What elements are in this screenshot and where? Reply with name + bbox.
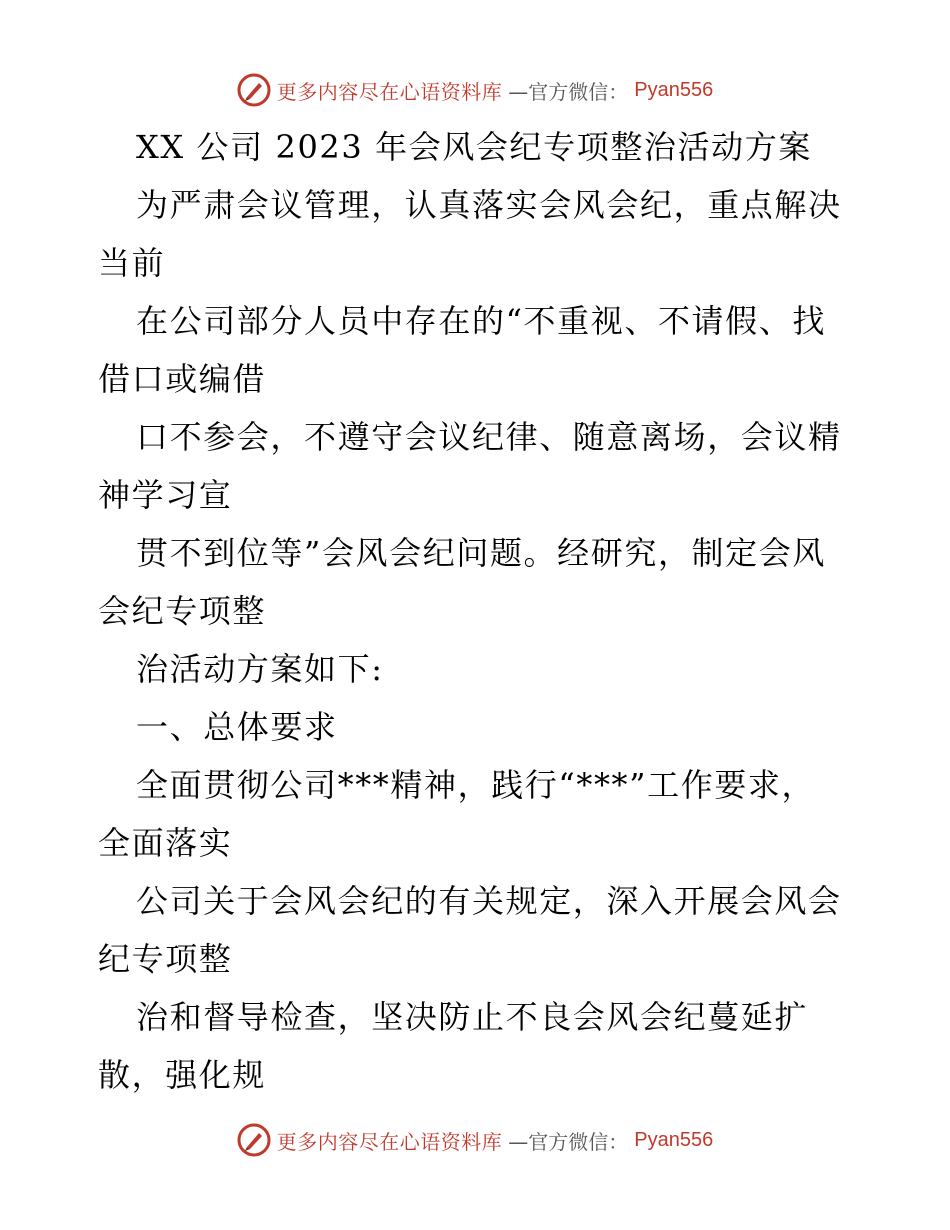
paragraph-line: 全面贯彻公司***精神，践行“***”工作要求， <box>136 766 816 804</box>
document-body <box>98 118 858 1104</box>
paragraph-line: 全面落实 <box>98 824 233 862</box>
paragraph-line: 借口或编借 <box>98 360 267 398</box>
banner-text: 更多内容尽在心语资料库 <box>276 79 503 104</box>
section-heading: 一、总体要求 <box>136 708 338 746</box>
paragraph-line: 散，强化规 <box>98 1056 267 1094</box>
paragraph-line: 在公司部分人员中存在的“不重视、不请假、找 <box>136 302 826 340</box>
paragraph-line: 公司关于会风会纪的有关规定，深入开展会风会 <box>136 882 842 920</box>
wechat-id: Pyan556 <box>634 78 714 101</box>
header-banner <box>0 68 950 112</box>
document-title: XX 公司 2023 年会风会纪专项整治活动方案 <box>136 128 812 166</box>
quill-pen-logo-icon <box>237 1123 271 1157</box>
paragraph-line: 会纪专项整 <box>98 592 267 630</box>
paragraph-line: 神学习宣 <box>98 476 233 514</box>
wechat-id: Pyan556 <box>634 1128 714 1151</box>
banner-separator: —官方微信： <box>508 1129 629 1154</box>
paragraph-line: 当前 <box>98 244 166 282</box>
banner-text: 更多内容尽在心语资料库 <box>276 1129 503 1154</box>
banner-separator: —官方微信： <box>508 79 629 104</box>
paragraph-line: 贯不到位等”会风会纪问题。经研究，制定会风 <box>136 534 826 572</box>
quill-pen-logo-icon <box>237 73 271 107</box>
paragraph-line: 治活动方案如下: <box>136 650 384 688</box>
paragraph-line: 纪专项整 <box>98 940 233 978</box>
footer-banner <box>0 1118 950 1162</box>
paragraph-line: 治和督导检查，坚决防止不良会风会纪蔓延扩 <box>136 998 809 1036</box>
paragraph-line: 口不参会，不遵守会议纪律、随意离场，会议精 <box>136 418 842 456</box>
paragraph-line: 为严肃会议管理，认真落实会风会纪，重点解决 <box>136 186 842 224</box>
